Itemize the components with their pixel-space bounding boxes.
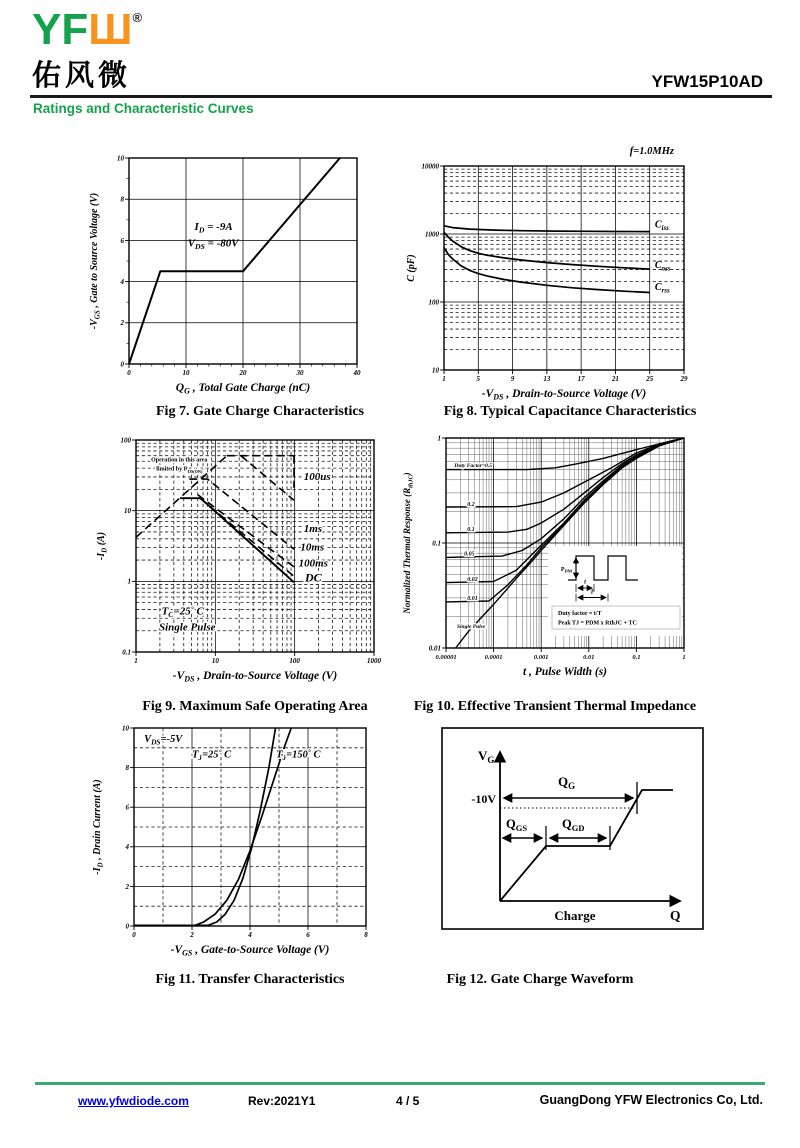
svg-text:Single Pulse: Single Pulse [159,621,216,634]
fig10-thermal-impedance-chart [400,430,710,688]
svg-text:VDS = -80V: $V_{DS} = -80V$ [187,237,239,251]
header-rule [30,95,772,98]
section-title: Ratings and Characteristic Curves [33,101,254,116]
minus10v-label: -10V [471,792,496,806]
fig12-caption: Fig 12. Gate Charge Waveform [446,972,634,987]
fig11-transfer-chart [88,718,393,966]
svg-text:-VDS , Drain-to-Source Voltage: $-V_{DS}$ , Drain-to-Source Voltage (V) [481,388,647,402]
svg-text:ID = -9A: $I_D = -9A$ [194,221,233,235]
svg-text:1: 1 [437,434,441,443]
charge-axis-label: Charge [554,908,596,923]
svg-text:10: 10 [182,369,190,377]
svg-text:6: 6 [120,236,124,245]
svg-text:9: 9 [510,375,515,383]
svg-text:10: 10 [211,657,219,665]
fig7-plot-layer [89,154,361,395]
period-label: T [590,588,594,596]
duty-factor-formula: Duty factor = t/T [558,611,602,617]
svg-text:10: 10 [432,366,439,375]
svg-text:1: 1 [134,657,138,665]
fig9-soa-chart [92,432,402,687]
svg-text:0: 0 [127,369,131,377]
svg-text:2: 2 [190,931,194,939]
svg-text:30: 30 [296,369,304,377]
svg-text:1000: 1000 [367,657,381,665]
svg-text:Single Pulse: Single Pulse [456,624,486,631]
svg-text:8: 8 [120,195,124,204]
svg-text:1000: 1000 [425,230,439,239]
svg-text:25: 25 [646,375,654,383]
svg-text:13: 13 [543,375,551,383]
q-axis-label: Q [670,908,681,923]
svg-text:1: 1 [442,375,446,383]
svg-text:VDS=-5V: $V_{DS}=-5V$ [144,733,183,747]
duty-cycle-inset [548,546,682,636]
svg-text:Coss: $C_{oss}$ [654,260,671,273]
fig8-plot-layer [406,146,688,401]
svg-text:TC=25° C: $T_C=25^\circ$ C [161,604,204,619]
svg-text:TJ=150° C: $T_J=150^\circ$ C [276,747,321,763]
svg-text:Duty Factor=0.5: Duty Factor=0.5 [454,462,493,469]
company-name: GuangDong YFW Electronics Co, Ltd. [539,1093,763,1107]
peak-temp-formula: Peak TJ = PDM x RthJC + TC [558,620,637,627]
svg-text:6: 6 [125,803,129,812]
svg-text:limited by RDS(ON): limited by $R_{DS(ON)}$ [156,466,203,474]
qgd-label: $Q_{GD}$ [562,817,585,833]
fig8-caption: Fig 8. Typical Capacitance Characteristics [443,404,697,419]
part-number: YFW15P10AD [651,72,763,91]
svg-text:4: 4 [248,931,252,939]
fig7-caption: Fig 7. Gate Charge Characteristics [156,404,364,419]
svg-text:Ciss: $C_{iss}$ [654,219,669,232]
svg-text:5: 5 [476,375,481,383]
svg-text:100ms: 100ms [298,557,328,570]
svg-text:4: 4 [120,278,124,286]
svg-text:0.1: 0.1 [632,654,641,661]
svg-text:-VGS , Gate to Source Voltage: $-V_{GS}$ , Gate to Source Voltage (V) [89,192,102,330]
logo-w: Ш [88,5,133,54]
svg-text:100: 100 [289,657,300,665]
svg-text:2: 2 [125,882,129,891]
svg-text:20: 20 [239,369,247,377]
svg-text:0: 0 [132,931,136,939]
svg-text:0.02: 0.02 [467,576,478,583]
svg-text:21: 21 [611,375,619,383]
svg-text:0.2: 0.2 [467,502,475,509]
fig7-gate-charge-chart [85,148,385,410]
svg-text:40: 40 [353,369,361,377]
svg-text:QG , Total Gate Charge (nC): $Q_G$ , Total Gate Charge (nC) [175,382,311,396]
svg-text:0.01: 0.01 [467,596,478,603]
svg-text:0.00001: 0.00001 [435,654,457,661]
fig9-plot-layer [96,436,382,683]
svg-text:1ms: 1ms [303,522,323,535]
vg-axis-label: $V_G$ [478,748,495,765]
svg-text:100: 100 [120,436,131,445]
svg-text:C (pF): C (pF) [406,254,417,282]
svg-text:1: 1 [127,577,131,586]
svg-text:-VGS , Gate-to-Source Voltage: $-V_{GS}$ , Gate-to-Source Voltage (V) [170,944,330,958]
fig10-caption: Fig 10. Effective Transient Thermal Impedance [413,699,697,714]
svg-text:0: 0 [125,922,129,931]
logo-yf: YF [32,5,89,54]
svg-text:0: 0 [120,360,124,369]
revision-label: Rev:2021Y1 [248,1094,316,1108]
svg-text:4: 4 [125,843,129,852]
svg-text:10: 10 [117,154,124,163]
svg-text:-ID (A): $-I_D$ (A) [96,531,109,561]
svg-text:10: 10 [124,507,131,516]
logo-wordmark [32,5,143,54]
svg-text:1: 1 [682,654,686,661]
fig9-caption: Fig 9. Maximum Safe Operating Area [142,699,368,714]
t-label: t [584,578,586,586]
fig11-caption: Fig 11. Transfer Characteristics [155,972,345,987]
svg-text:17: 17 [577,375,585,383]
svg-text:0.001: 0.001 [533,654,549,661]
svg-text:0.01: 0.01 [583,654,595,661]
svg-text:DC: DC [305,570,322,585]
svg-text:8: 8 [125,764,129,772]
qgs-label: $Q_{GS}$ [506,817,528,833]
svg-text:6: 6 [306,931,310,939]
svg-text:0.05: 0.05 [464,551,475,558]
page-indicator: 4 / 5 [396,1094,420,1108]
svg-text:f=1.0MHz: f=1.0MHz [629,146,674,157]
footer-rule [35,1082,765,1085]
svg-text:8: 8 [364,931,368,939]
gate-voltage-waveform [500,790,673,901]
svg-text:0.1: 0.1 [432,539,441,548]
logo-chinese-name: 佑风微 [32,60,132,92]
fig12-gate-charge-waveform [440,726,705,934]
svg-text:-ID , Drain Current (A): $-I_D$ , Drain Current (A) [92,779,105,875]
svg-text:10: 10 [122,724,129,733]
qg-label: $Q_G$ [558,774,576,791]
svg-text:0.1: 0.1 [467,527,475,534]
svg-text:-VDS , Drain-to-Source Voltage: $-V_{DS}$ , Drain-to-Source Voltage (V) [172,670,338,684]
registered-mark: ® [132,10,143,25]
svg-text:Operation in this area: Operation in this area [151,457,208,464]
svg-text:10000: 10000 [421,162,439,171]
website-link[interactable]: www.yfwdiode.com [78,1094,189,1108]
brand-logo [32,5,143,94]
svg-text:10ms: 10ms [300,541,325,554]
pdm-label: $P_{DM}$ [560,567,572,574]
fig11-plot-layer [92,724,368,957]
svg-text:2: 2 [120,319,124,328]
fig8-capacitance-chart [402,140,712,410]
svg-text:0.1: 0.1 [122,648,131,657]
svg-text:100us: 100us [303,471,331,484]
svg-text:t , Pulse Width (s): t , Pulse Width (s) [522,666,608,678]
svg-text:0.01: 0.01 [428,644,441,653]
svg-text:Crss: $C_{rss}$ [654,282,670,295]
svg-text:Normalized Thermal Response (R: Normalized Thermal Response $(R_{thJC})$ [402,472,415,614]
svg-text:29: 29 [680,375,688,383]
svg-text:TJ=25° C: $T_J=25^\circ$ C [192,747,232,763]
svg-text:0.0001: 0.0001 [484,654,503,661]
svg-text:100: 100 [428,298,439,307]
